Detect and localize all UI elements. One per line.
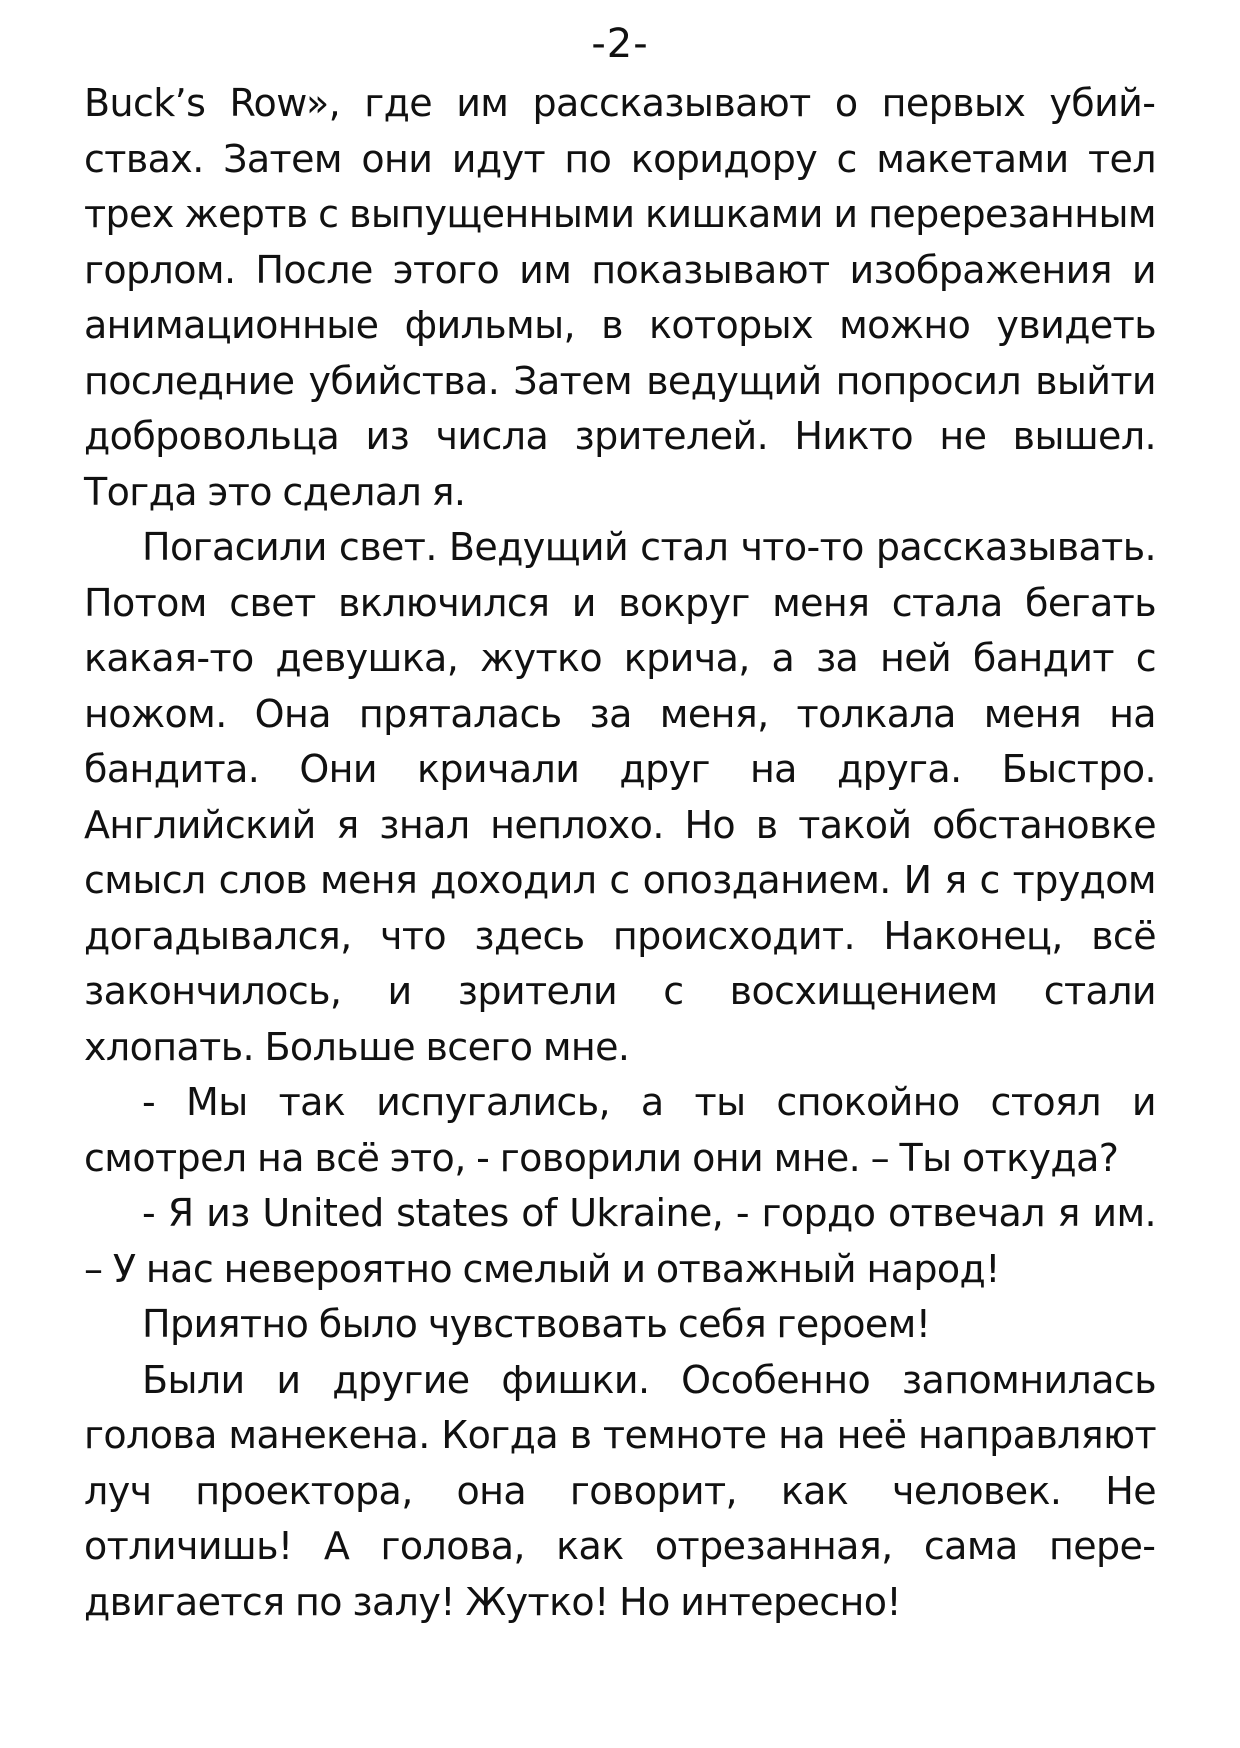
- paragraph-5: Приятно было чувствовать себя героем!: [142, 1302, 931, 1346]
- paragraph-2: Погасили свет. Ведущий стал что-то рассказывать. Потом свет включился и вокруг меня стала бегать какая-то девушка, жутко крича, а за ней бандит с ножом. Она пряталась за меня, толкала меня на бандита. Они кричали друг на друга. Быстро. Английский я знал неплохо. Но в такой обстановке смысл слов меня доходил с опозданием. И я с трудом догадывался, что здесь происходит. Наконец, всё закончилось, и зрители с восхищением стали хлопать. Больше всего мне.: [84, 525, 1156, 1069]
- paragraph-6: Были и другие фишки. Особенно запомнилась голова манекена. Когда в темноте на неё направляют луч проектора, она говорит, как человек. Не отличишь! А голова, как отрезанная, сама передвигается по залу! Жутко! Но интересно!: [84, 1357, 1156, 1624]
- document-page: [84, 16, 1156, 1630]
- page-number: -2-: [591, 21, 649, 67]
- paragraph-3-dialogue: - Мы так испугались, а ты спокойно стоял и смотрел на всё это, - говорили они мне. – Ты откуда?: [84, 1080, 1156, 1180]
- paragraph-4-dialogue: - Я из United states of Ukraine, - гордо отвечал я им. – У нас невероятно смелый и отважный народ!: [84, 1191, 1156, 1291]
- paragraph-1: Buck’s Row», где им рассказывают о первых убийствах. Затем они идут по коридору с макетами тел трех жертв с выпущенными кишками и перерезанным горлом. После этого им показывают изображения и анимационные фильмы, в которых можно увидеть последние убийства. Затем ведущий попросил выйти добровольца из числа зрителей. Никто не вышел. Тогда это сделал я.: [84, 81, 1156, 514]
